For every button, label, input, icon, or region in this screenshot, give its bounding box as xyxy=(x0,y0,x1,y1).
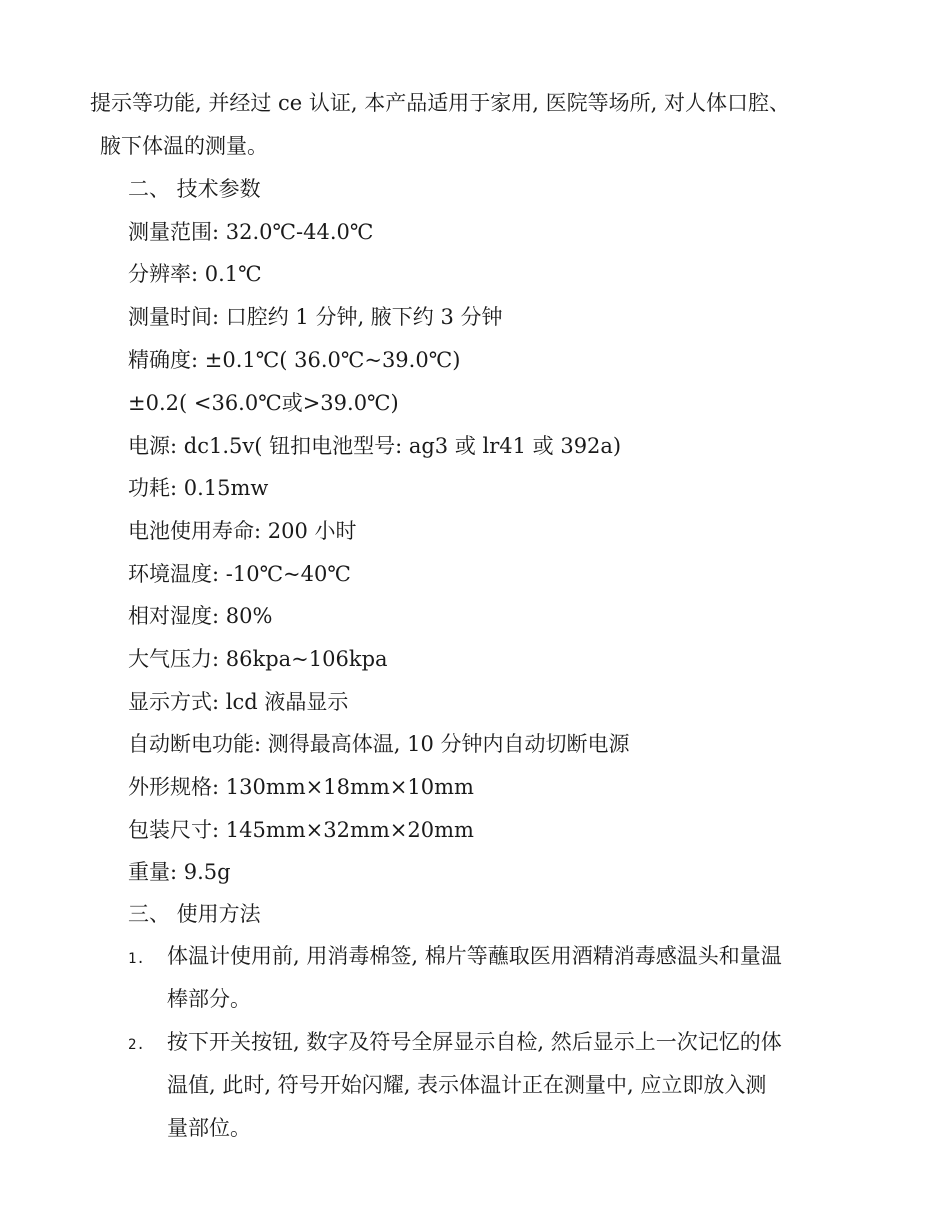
param-dimensions: 外形规格: 130mm×18mm×10mm xyxy=(128,775,474,799)
param-accuracy-2: ±0.2( <36.0℃或>39.0℃) xyxy=(128,391,399,415)
param-power-source: 电源: dc1.5v( 钮扣电池型号: ag3 或 lr41 或 392a) xyxy=(128,434,622,458)
list-item-line: 棒部分。 xyxy=(167,987,251,1011)
intro-line-2: 腋下体温的测量。 xyxy=(100,134,268,158)
section-2-heading: 二、 技术参数 xyxy=(128,177,261,201)
list-item-number: 1. xyxy=(128,951,145,967)
param-display: 显示方式: lcd 液晶显示 xyxy=(128,690,349,714)
list-item-line: 量部位。 xyxy=(167,1116,251,1140)
list-item-line: 按下开关按钮, 数字及符号全屏显示自检, 然后显示上一次记忆的体 xyxy=(167,1030,782,1054)
param-measure-time: 测量时间: 口腔约 1 分钟, 腋下约 3 分钟 xyxy=(128,305,503,329)
param-accuracy: 精确度: ±0.1℃( 36.0℃~39.0℃) xyxy=(128,348,461,372)
param-power-consumption: 功耗: 0.15mw xyxy=(128,476,269,500)
intro-line-1: 提示等功能, 并经过 ce 认证, 本产品适用于家用, 医院等场所, 对人体口腔、 xyxy=(90,91,790,115)
param-package-size: 包装尺寸: 145mm×32mm×20mm xyxy=(128,818,474,842)
list-item-line: 温值, 此时, 符号开始闪耀, 表示体温计正在测量中, 应立即放入测 xyxy=(167,1073,767,1097)
param-ambient-temp: 环境温度: -10℃~40℃ xyxy=(128,562,351,586)
list-item-number: 2. xyxy=(128,1037,145,1053)
list-item-line: 体温计使用前, 用消毒棉签, 棉片等蘸取医用酒精消毒感温头和量温 xyxy=(167,944,782,968)
param-weight: 重量: 9.5g xyxy=(128,860,231,884)
section-3-heading: 三、 使用方法 xyxy=(128,902,261,926)
param-auto-off: 自动断电功能: 测得最高体温, 10 分钟内自动切断电源 xyxy=(128,732,630,756)
param-battery-life: 电池使用寿命: 200 小时 xyxy=(128,519,357,543)
param-measure-range: 测量范围: 32.0℃-44.0℃ xyxy=(128,220,374,244)
param-humidity: 相对湿度: 80% xyxy=(128,604,273,628)
param-resolution: 分辨率: 0.1℃ xyxy=(128,262,262,286)
param-pressure: 大气压力: 86kpa~106kpa xyxy=(128,647,388,671)
